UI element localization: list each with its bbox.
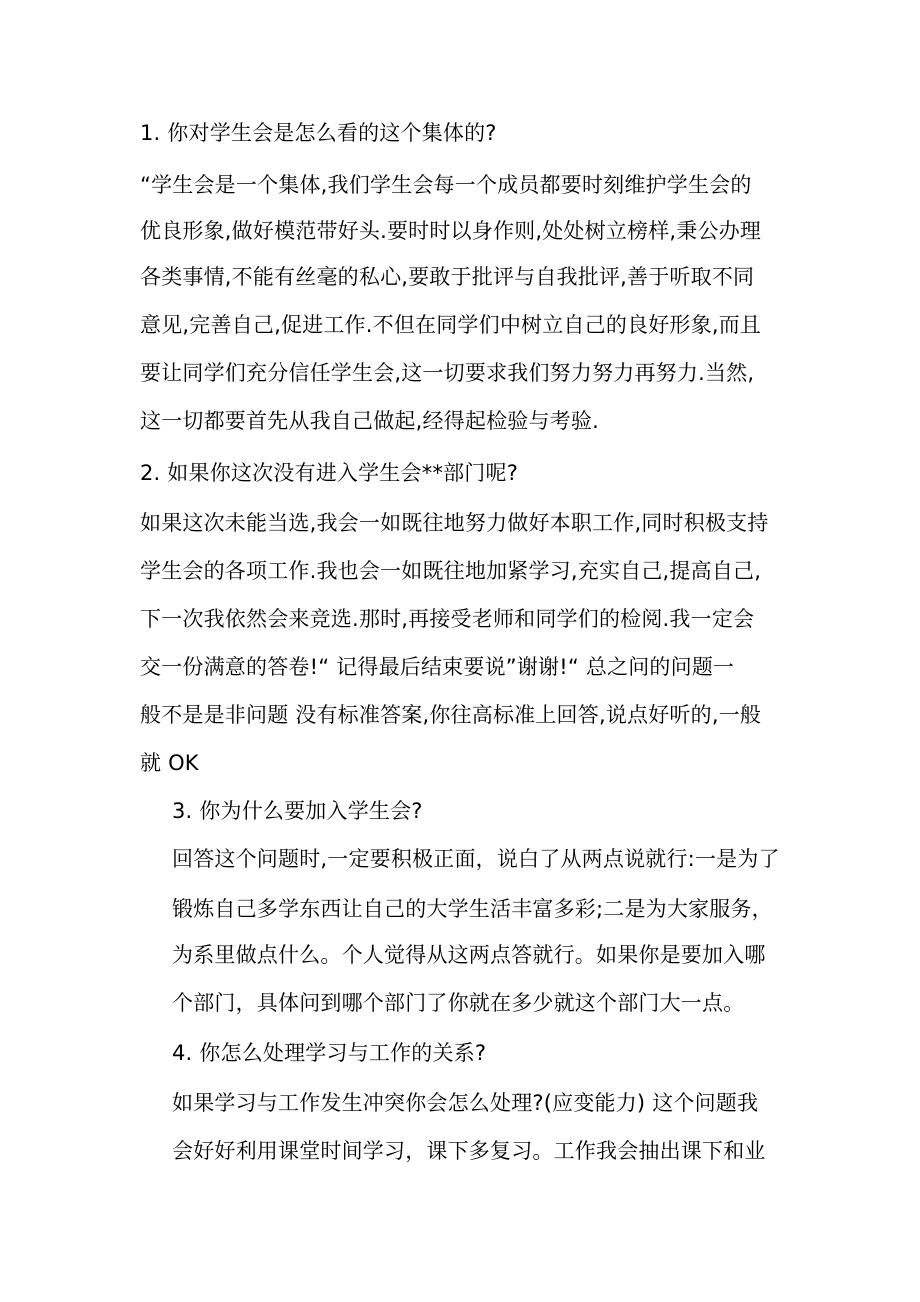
- q4-answer-line-2: 会好好利用课堂时间学习，课下多复习。工作我会抽出课下和业: [172, 1139, 766, 1163]
- q4-answer-line-1: 如果学习与工作发生冲突你会怎么处理?(应变能力) 这个问题我: [172, 1091, 759, 1115]
- q1-answer-line-5: 要让同学们充分信任学生会,这一切要求我们努力努力再努力.当然,: [140, 361, 755, 385]
- q3-answer-line-4: 个部门，具体问到哪个部门了你就在多少就这个部门大一点。: [172, 991, 745, 1015]
- q3-answer-line-2: 锻炼自己多学东西让自己的大学生活丰富多彩;二是为大家服务，: [172, 897, 773, 921]
- q1-answer-line-4: 意见,完善自己,促进工作.不但在同学们中树立自己的良好形象,而且: [140, 313, 762, 337]
- q2-answer-line-2: 学生会的各项工作.我也会一如既往地加紧学习,充实自己,提高自己,: [140, 559, 762, 583]
- q2-answer-line-4: 交一份满意的答卷!“ 记得最后结束要说”谢谢!“ 总之问的问题一: [140, 655, 735, 679]
- q2-answer-line-5: 般不是是非问题 没有标准答案,你往高标准上回答,说点好听的,一般: [140, 703, 762, 727]
- question-3: 3. 你为什么要加入学生会?: [172, 799, 423, 823]
- question-4: 4. 你怎么处理学习与工作的关系?: [172, 1041, 487, 1065]
- q3-answer-line-3: 为系里做点什么。个人觉得从这两点答就行。如果你是要加入哪: [172, 943, 766, 967]
- question-2: 2. 如果你这次没有进入学生会**部门呢?: [140, 461, 519, 485]
- q2-answer-line-1: 如果这次未能当选,我会一如既往地努力做好本职工作,同时积极支持: [140, 511, 769, 535]
- q2-answer-line-3: 下一次我依然会来竞选.那时,再接受老师和同学们的检阅.我一定会: [140, 607, 755, 631]
- q3-answer-line-1: 回答这个问题时,一定要积极正面，说白了从两点说就行:一是为了: [172, 847, 780, 871]
- q1-answer-line-3: 各类事情,不能有丝毫的私心,要敢于批评与自我批评,善于听取不同: [140, 265, 755, 289]
- q2-answer-line-6: 就 OK: [140, 751, 199, 775]
- q1-answer-line-6: 这一切都要首先从我自己做起,经得起检验与考验.: [140, 409, 599, 433]
- q1-answer-line-2: 优良形象,做好模范带好头.要时时以身作则,处处树立榜样,秉公办理: [140, 219, 762, 243]
- question-1: 1. 你对学生会是怎么看的这个集体的?: [140, 121, 497, 145]
- q1-answer-line-1: “学生会是一个集体,我们学生会每一个成员都要时刻维护学生会的: [140, 173, 752, 197]
